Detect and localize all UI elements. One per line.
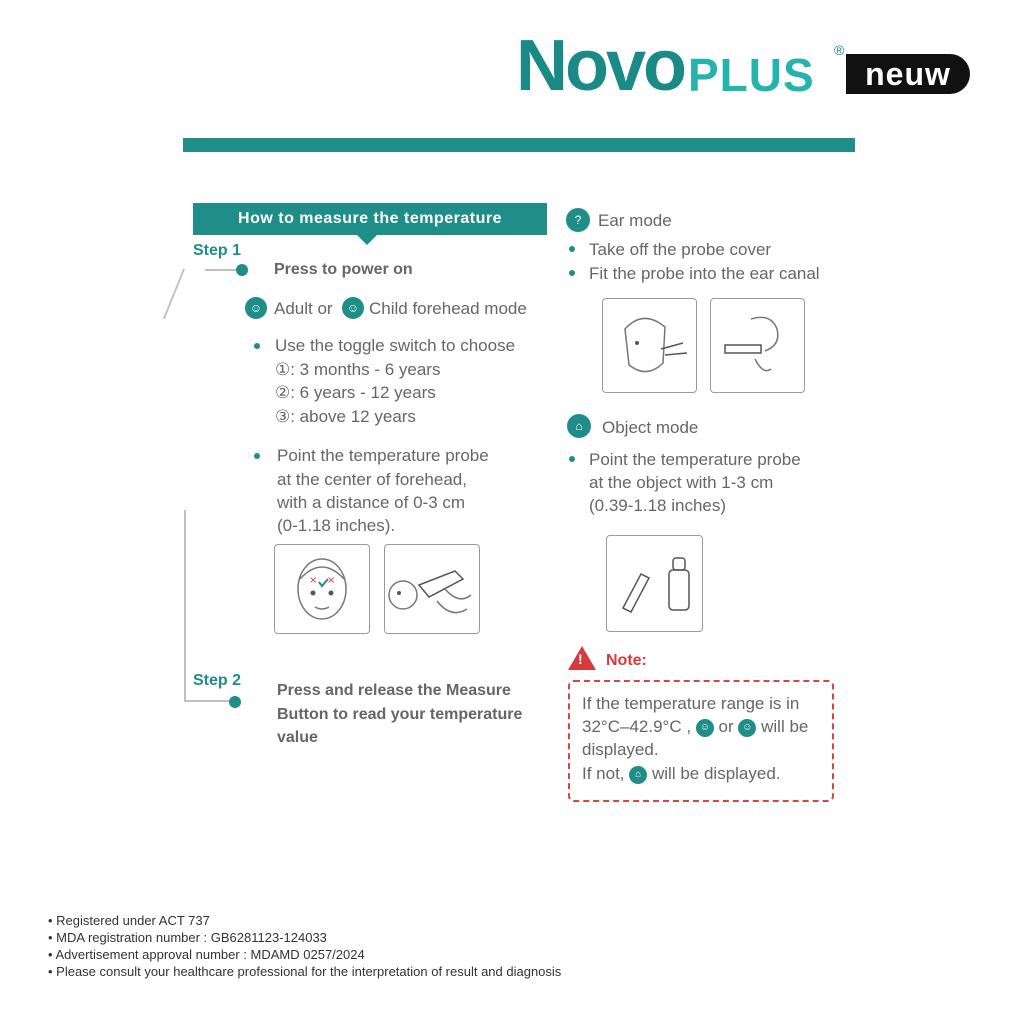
note-line-4 [582, 762, 781, 786]
note-line-3: displayed. [582, 740, 659, 759]
object-bottle-illustration [606, 535, 703, 632]
footer-line-4: • Please consult your healthcare professional for the interpretation of result and diagnosis [48, 964, 562, 979]
point-line-4: (0-1.18 inches). [277, 516, 396, 535]
section-title: How to measure the temperature [193, 203, 547, 235]
header-divider-bar [183, 138, 855, 152]
brand-logo-plus: PLUS [688, 49, 815, 101]
bullet [254, 453, 260, 459]
bullet [569, 456, 575, 462]
note-will-be-displayed: will be displayed. [652, 764, 781, 783]
forehead-measure-illustration [384, 544, 480, 634]
note-line-1: If the temperature range is in [582, 694, 800, 713]
step-connector-diagonal [163, 269, 185, 319]
footer-line-3: • Advertisement approval number : MDAMD 0257/2024 [48, 947, 365, 962]
bullet [254, 343, 260, 349]
note-if-not: If not, [582, 764, 625, 783]
object-mode-title: Object mode [602, 418, 699, 437]
child-mode-icon: ☺ [738, 719, 756, 737]
step2-label: Step 2 [193, 672, 242, 689]
point-line-2: at the center of forehead, [277, 470, 467, 489]
note-line-2 [582, 715, 808, 739]
svg-text:×: × [309, 575, 318, 586]
note-or: or [718, 717, 734, 736]
toggle-option-1: ①: 3 months - 6 years [275, 360, 441, 379]
object-line-1: Point the temperature probe [589, 450, 801, 469]
adult-mode-icon: ☺ [245, 297, 267, 319]
bullet [569, 246, 575, 252]
toggle-option-3: ③: above 12 years [275, 407, 416, 426]
step2-line-3: value [277, 729, 318, 746]
step2-line-2: Button to read your temperature [277, 706, 523, 723]
step-connector-bottom [184, 700, 234, 702]
point-line-1: Point the temperature probe [277, 446, 489, 465]
note-will-be: will be [761, 717, 809, 736]
mode-child-text: Child forehead mode [369, 299, 527, 318]
step-connector-vertical [184, 510, 186, 700]
toggle-intro: Use the toggle switch to choose [275, 336, 516, 355]
mode-adult-text: Adult or [274, 299, 333, 318]
toggle-option-2: ②: 6 years - 12 years [275, 383, 436, 402]
ear-probe-illustration [710, 298, 805, 393]
object-icon: ⌂ [567, 414, 591, 438]
step1-power-text: Press to power on [274, 261, 413, 278]
step1-dot [236, 264, 248, 276]
brand-badge-neuw: neuw [846, 54, 970, 94]
warning-icon-mark: ! [578, 651, 583, 667]
ear-mode-title: Ear mode [598, 211, 672, 230]
adult-mode-icon: ☺ [696, 719, 714, 737]
object-line-2: at the object with 1-3 cm [589, 473, 774, 492]
object-line-3: (0.39-1.18 inches) [589, 496, 727, 515]
note-range: 32°C–42.9°C , [582, 717, 692, 736]
child-mode-icon: ☺ [342, 297, 364, 319]
ear-icon: ? [566, 208, 590, 232]
object-icon: ⌂ [629, 766, 647, 784]
point-line-3: with a distance of 0-3 cm [277, 493, 466, 512]
svg-text:×: × [327, 575, 336, 586]
ear-face-illustration [602, 298, 697, 393]
footer-line-2: • MDA registration number : GB6281123-124033 [48, 930, 327, 945]
step1-label: Step 1 [193, 242, 242, 259]
step2-dot [229, 696, 241, 708]
ear-bullet-1: Take off the probe cover [589, 240, 772, 259]
note-label: Note: [606, 652, 647, 669]
ear-bullet-2: Fit the probe into the ear canal [589, 264, 820, 283]
footer-line-1: • Registered under ACT 737 [48, 913, 210, 928]
step2-line-1: Press and release the Measure [277, 682, 511, 699]
section-title-pointer [357, 235, 377, 245]
brand-logo-novo: Novo [516, 26, 684, 106]
brand-registered-mark: ® [834, 42, 845, 58]
bullet [569, 270, 575, 276]
forehead-face-illustration [274, 544, 370, 634]
